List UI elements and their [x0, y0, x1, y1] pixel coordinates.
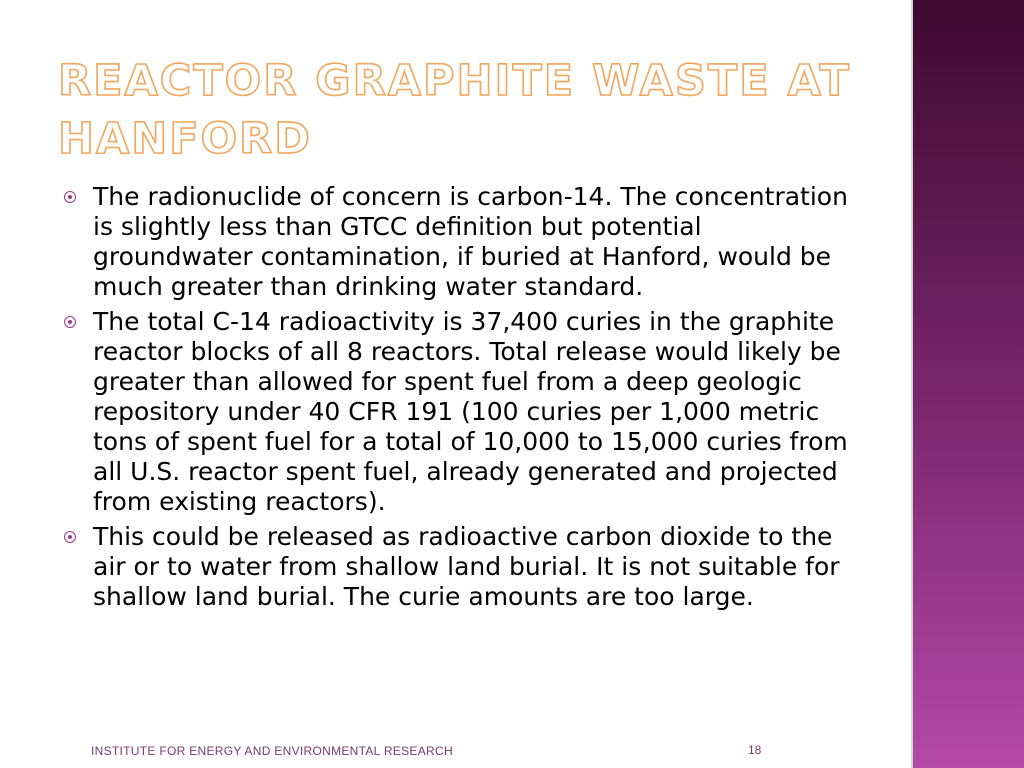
bullet-text: The total C-14 radioactivity is 37,400 curies in the graphite reactor blocks of all 8 reactors. Total release would likely be greater than allowed for spent fuel from a deep geologic repository under 40 CFR 191 (100 curies per 1,000 metric tons of spent fuel for a total of 10,000 to 15,000 curies from all U.S. reactor spent fuel, already generated and projected from existing reactors).: [93, 307, 848, 516]
decorative-sidebar: [913, 0, 1024, 768]
bullet-text: This could be released as radioactive carbon dioxide to the air or to water from shallow land burial. It is not suitable for shallow land burial. The curie amounts are too large.: [93, 522, 840, 611]
slide-title: REACTOR GRAPHITE WASTE AT HANFORD: [58, 56, 851, 164]
footer-organization: INSTITUTE FOR ENERGY AND ENVIRONMENTAL RESEARCH: [91, 744, 453, 758]
circle-bullet-icon: [64, 191, 76, 203]
bullet-text: The radionuclide of concern is carbon-14. The concentration is slightly less than GTCC definition but potential groundwater contamination, if buried at Hanford, would be much greater than drinking water standard.: [93, 182, 848, 301]
bullet-item: [62, 182, 862, 302]
page-number: 18: [748, 743, 762, 757]
circle-bullet-icon: [64, 531, 76, 543]
circle-bullet-icon: [64, 316, 76, 328]
bullet-item: [62, 307, 862, 517]
bullet-list: [62, 182, 862, 617]
bullet-item: [62, 522, 862, 612]
